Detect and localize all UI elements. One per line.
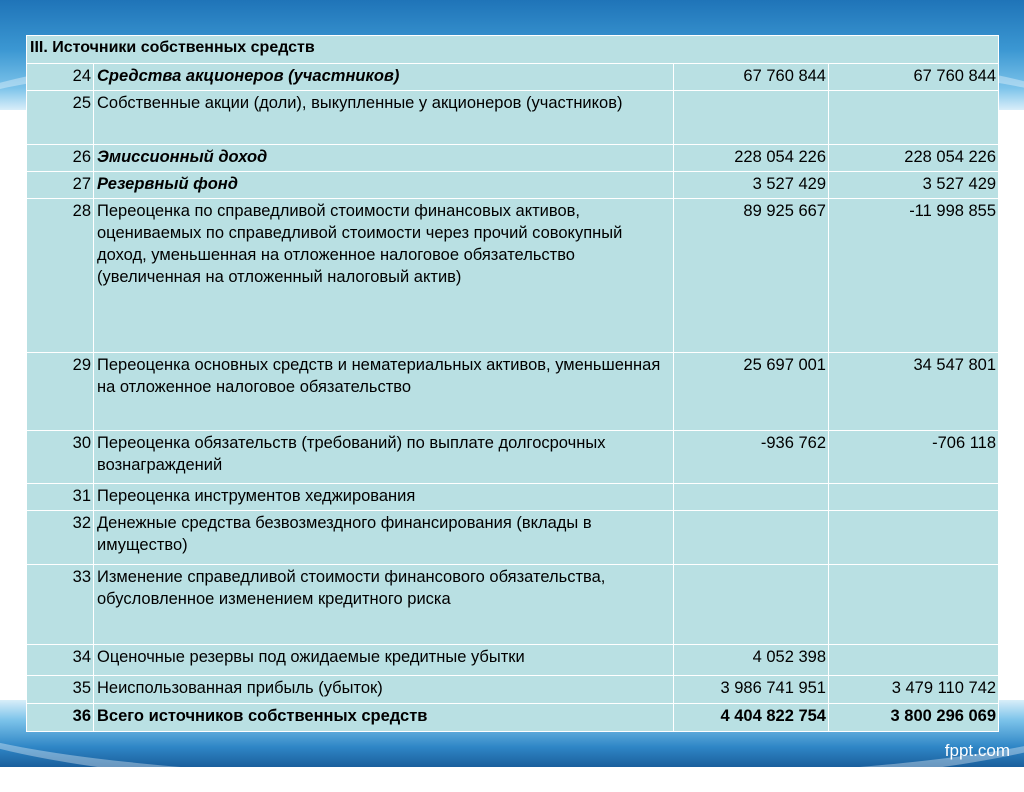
row-number: 31: [27, 484, 94, 511]
table-row: [27, 565, 999, 645]
table-row: [27, 431, 999, 484]
row-value-previous: [829, 645, 999, 676]
table-row: [27, 172, 999, 199]
section-header-row: [27, 36, 999, 64]
row-value-previous: [829, 565, 999, 645]
table-row: [27, 511, 999, 565]
table-row: [27, 64, 999, 91]
row-number: 28: [27, 199, 94, 353]
row-label: Переоценка по справедливой стоимости финансовых активов, оцениваемых по справедливой стоимости через прочий совокупный доход, уменьшенная на отложенное налоговое обязательство (увеличенная на отложенный налоговый актив): [94, 199, 674, 353]
balance-table-container: [26, 35, 998, 732]
row-value-previous: 228 054 226: [829, 145, 999, 172]
row-label: Средства акционеров (участников): [94, 64, 674, 91]
row-value-previous: 67 760 844: [829, 64, 999, 91]
row-number: 26: [27, 145, 94, 172]
total-row: [27, 704, 999, 732]
row-value-current: 4 052 398: [674, 645, 829, 676]
row-value-current: 89 925 667: [674, 199, 829, 353]
row-value-previous: [829, 484, 999, 511]
row-value-current: 3 986 741 951: [674, 676, 829, 704]
row-label: Изменение справедливой стоимости финансового обязательства, обусловленное изменением кредитного риска: [94, 565, 674, 645]
row-value-previous: [829, 91, 999, 145]
row-value-current: [674, 511, 829, 565]
row-number: 35: [27, 676, 94, 704]
row-value-current: [674, 565, 829, 645]
row-label: Неиспользованная прибыль (убыток): [94, 676, 674, 704]
row-value-previous: -11 998 855: [829, 199, 999, 353]
row-value-previous: [829, 511, 999, 565]
row-value-previous: -706 118: [829, 431, 999, 484]
row-value-previous: 3 479 110 742: [829, 676, 999, 704]
equity-sources-table: [26, 35, 999, 732]
row-value-current: -936 762: [674, 431, 829, 484]
row-number: 24: [27, 64, 94, 91]
table-row: [27, 353, 999, 431]
row-number: 32: [27, 511, 94, 565]
row-number: 25: [27, 91, 94, 145]
table-row: [27, 645, 999, 676]
row-value-previous: 3 527 429: [829, 172, 999, 199]
row-number: 36: [27, 704, 94, 732]
row-value-current: 3 527 429: [674, 172, 829, 199]
row-value-current: 25 697 001: [674, 353, 829, 431]
row-label: Переоценка основных средств и нематериальных активов, уменьшенная на отложенное налоговое обязательство: [94, 353, 674, 431]
row-value-current: [674, 91, 829, 145]
row-number: 33: [27, 565, 94, 645]
table-row: [27, 199, 999, 353]
row-value-previous: 3 800 296 069: [829, 704, 999, 732]
row-label: Переоценка инструментов хеджирования: [94, 484, 674, 511]
row-number: 27: [27, 172, 94, 199]
row-label: Оценочные резервы под ожидаемые кредитные убытки: [94, 645, 674, 676]
table-row: [27, 91, 999, 145]
row-label: Собственные акции (доли), выкупленные у акционеров (участников): [94, 91, 674, 145]
row-value-current: 67 760 844: [674, 64, 829, 91]
row-value-current: [674, 484, 829, 511]
row-value-current: 228 054 226: [674, 145, 829, 172]
table-row: [27, 484, 999, 511]
row-value-previous: 34 547 801: [829, 353, 999, 431]
row-label: Денежные средства безвозмездного финансирования (вклады в имущество): [94, 511, 674, 565]
row-number: 30: [27, 431, 94, 484]
row-label: Резервный фонд: [94, 172, 674, 199]
row-number: 34: [27, 645, 94, 676]
section-title: III. Источники собственных средств: [27, 36, 999, 64]
row-label: Переоценка обязательств (требований) по выплате долгосрочных вознаграждений: [94, 431, 674, 484]
brand-watermark: fppt.com: [944, 741, 1010, 760]
table-row: [27, 676, 999, 704]
row-label: Эмиссионный доход: [94, 145, 674, 172]
row-number: 29: [27, 353, 94, 431]
table-row: [27, 145, 999, 172]
row-value-current: 4 404 822 754: [674, 704, 829, 732]
row-label: Всего источников собственных средств: [94, 704, 674, 732]
